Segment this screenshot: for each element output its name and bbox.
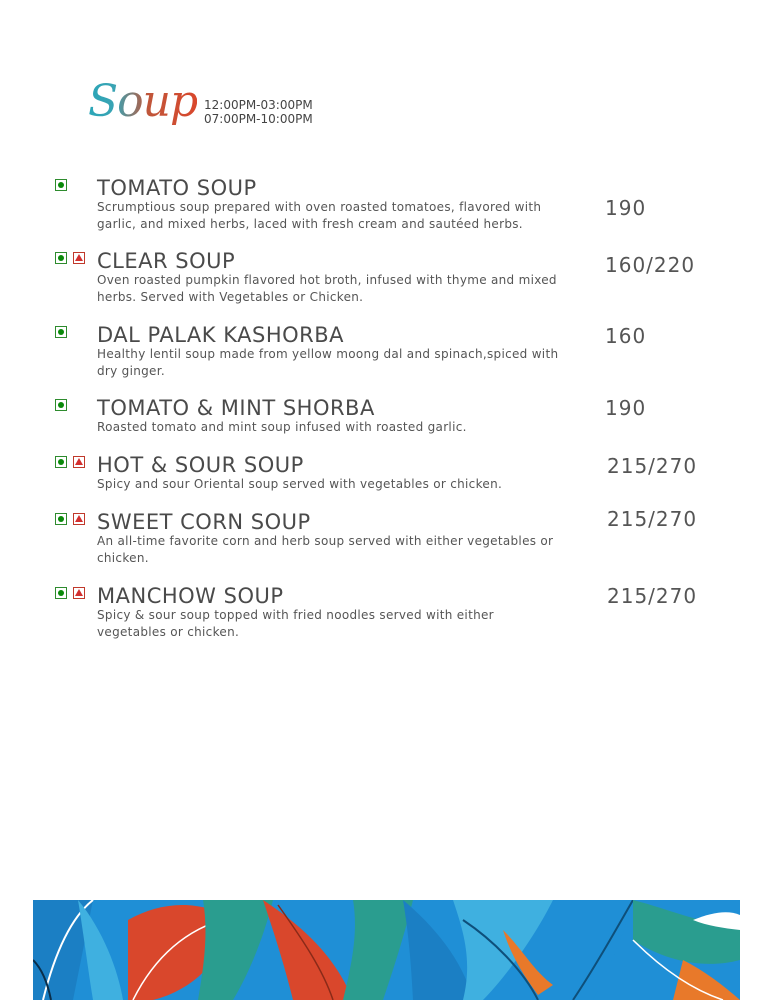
item-description: Roasted tomato and mint soup infused with roasted garlic. bbox=[97, 420, 467, 434]
nonveg-icon bbox=[73, 456, 85, 468]
veg-icon bbox=[55, 587, 67, 599]
item-name: TOMATO SOUP bbox=[97, 176, 257, 200]
item-price: 160/220 bbox=[605, 253, 696, 277]
item-name: MANCHOW SOUP bbox=[97, 584, 284, 608]
veg-icon bbox=[55, 326, 67, 338]
diet-icons bbox=[55, 456, 85, 468]
item-description: An all-time favorite corn and herb soup served with either vegetables or chicken. bbox=[97, 534, 554, 565]
diet-icons bbox=[55, 587, 85, 599]
item-price: 190 bbox=[605, 196, 647, 220]
item-description: Oven roasted pumpkin flavored hot broth, infused with thyme and mixed herbs. Served with Vegetables or Chicken. bbox=[97, 273, 557, 304]
veg-icon bbox=[55, 399, 67, 411]
item-description: Scrumptious soup prepared with oven roasted tomatoes, flavored with garlic, and mixed herbs, laced with fresh cream and sautéed herbs. bbox=[97, 200, 542, 231]
diet-icons bbox=[55, 399, 67, 411]
item-description: Spicy and sour Oriental soup served with vegetables or chicken. bbox=[97, 477, 503, 491]
diet-icons bbox=[55, 326, 67, 338]
diet-icons bbox=[55, 179, 67, 191]
veg-icon bbox=[55, 179, 67, 191]
item-name: HOT & SOUR SOUP bbox=[97, 453, 304, 477]
leaf-illustration bbox=[33, 900, 740, 1000]
hours-lunch: 12:00PM-03:00PM bbox=[204, 98, 313, 112]
veg-icon bbox=[55, 513, 67, 525]
item-price: 215/270 bbox=[607, 454, 698, 478]
item-price: 160 bbox=[605, 324, 647, 348]
item-name: CLEAR SOUP bbox=[97, 249, 236, 273]
nonveg-icon bbox=[73, 513, 85, 525]
veg-icon bbox=[55, 456, 67, 468]
nonveg-icon bbox=[73, 587, 85, 599]
veg-icon bbox=[55, 252, 67, 264]
diet-icons bbox=[55, 513, 85, 525]
nonveg-icon bbox=[73, 252, 85, 264]
item-price: 215/270 bbox=[607, 507, 698, 531]
item-description: Healthy lentil soup made from yellow moong dal and spinach,spiced with dry ginger. bbox=[97, 347, 559, 378]
item-name: SWEET CORN SOUP bbox=[97, 510, 311, 534]
item-price: 215/270 bbox=[607, 584, 698, 608]
diet-icons bbox=[55, 252, 85, 264]
hours-dinner: 07:00PM-10:00PM bbox=[204, 112, 313, 126]
serving-hours bbox=[204, 98, 313, 126]
item-name: DAL PALAK KASHORBA bbox=[97, 323, 345, 347]
page-title: Soup bbox=[88, 76, 198, 127]
item-price: 190 bbox=[605, 396, 647, 420]
item-name: TOMATO & MINT SHORBA bbox=[97, 396, 375, 420]
item-description: Spicy & sour soup topped with fried noodles served with either vegetables or chicken. bbox=[97, 608, 494, 639]
tropical-leaf-banner bbox=[33, 900, 740, 1000]
